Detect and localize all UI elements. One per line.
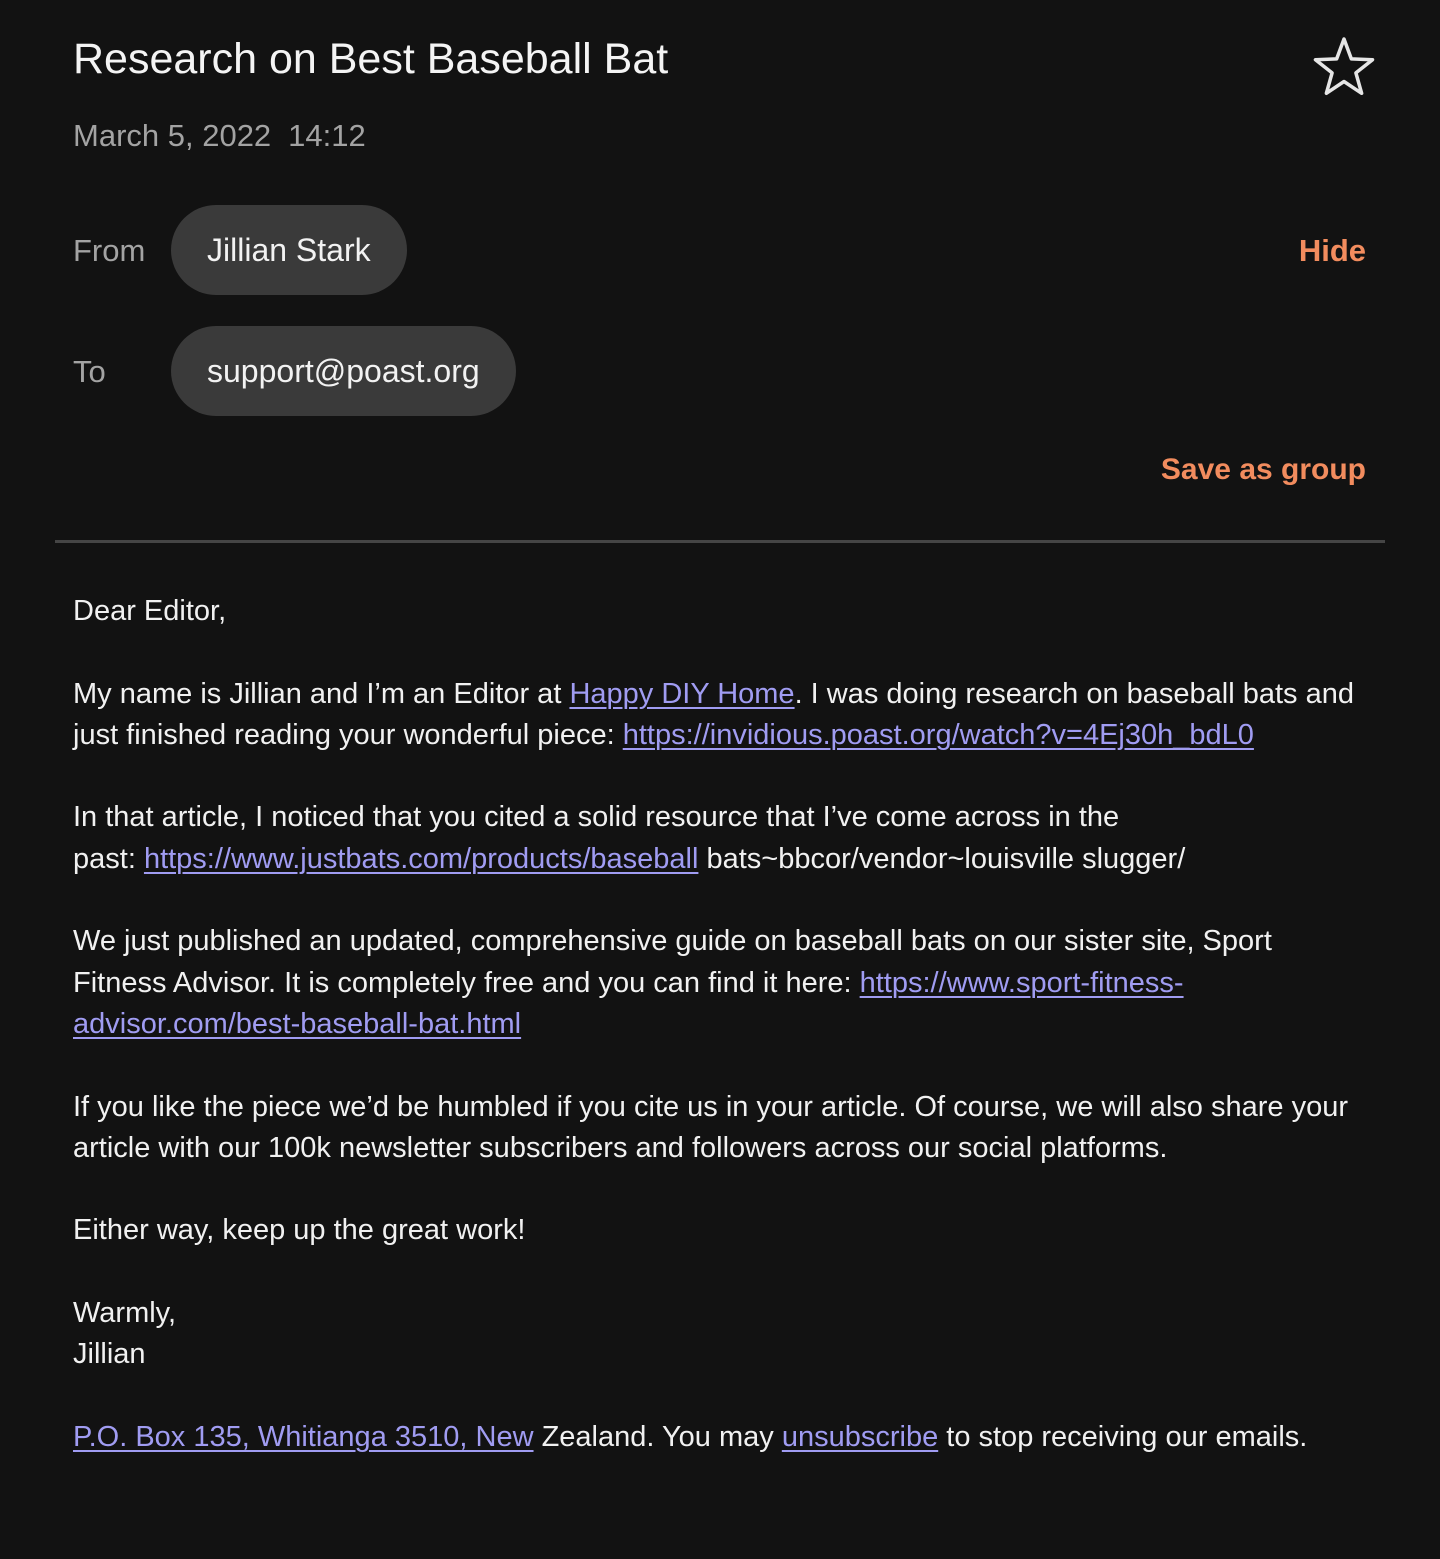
body-line xyxy=(73,921,1413,962)
body-paragraph xyxy=(73,921,1413,1045)
sender-chip[interactable]: Jillian Stark xyxy=(171,205,407,295)
email-datetime xyxy=(73,116,366,156)
to-label: To xyxy=(73,354,106,389)
body-line xyxy=(73,591,1413,632)
body-text: Either way, keep up the great work! xyxy=(73,1214,526,1247)
sport-fitness-link[interactable]: advisor.com/best-baseball-bat.html xyxy=(73,1007,522,1040)
footer-text: Zealand. You may xyxy=(533,1420,782,1453)
justbats-link[interactable]: https://www.justbats.com/products/baseball xyxy=(143,842,699,875)
save-as-group-button[interactable]: Save as group xyxy=(1161,450,1366,490)
signature-name-text: Jillian xyxy=(73,1338,146,1371)
email-time: 14:12 xyxy=(288,118,366,153)
body-text: past: xyxy=(73,842,144,875)
body-paragraph xyxy=(73,591,1413,632)
body-line xyxy=(73,1004,1413,1045)
body-text: We just published an updated, comprehensive guide on baseball bats on our sister site, Sport xyxy=(73,925,1272,958)
body-line xyxy=(73,1210,1413,1251)
body-paragraph xyxy=(73,797,1413,880)
body-line xyxy=(73,674,1413,715)
footer-text: to stop receiving our emails. xyxy=(938,1420,1308,1453)
body-text: just finished reading your wonderful piece: xyxy=(73,718,623,751)
body-text: Fitness Advisor. It is completely free and you can find it here: xyxy=(73,966,860,999)
email-subject: Research on Best Baseball Bat xyxy=(73,35,669,83)
greeting-text: Dear Editor, xyxy=(73,595,227,627)
address-link[interactable]: P.O. Box 135, Whitianga 3510, New xyxy=(73,1420,534,1453)
body-text: article with our 100k newsletter subscribers and followers across our social platforms. xyxy=(73,1131,1168,1164)
body-paragraph xyxy=(73,674,1413,757)
email-footer xyxy=(73,1417,1413,1458)
body-paragraph xyxy=(73,1087,1413,1170)
body-paragraph xyxy=(73,1210,1413,1251)
signature-name xyxy=(73,1334,1413,1375)
happy-diy-home-link[interactable]: Happy DIY Home xyxy=(569,677,795,710)
hide-details-button[interactable]: Hide xyxy=(1299,231,1366,271)
unsubscribe-link[interactable]: unsubscribe xyxy=(781,1420,939,1453)
sign-off xyxy=(73,1293,1413,1334)
email-body xyxy=(73,591,1413,1458)
header-divider xyxy=(55,540,1385,543)
recipient-chip[interactable]: support@poast.org xyxy=(171,326,516,416)
email-date: March 5, 2022 xyxy=(73,118,272,153)
star-button[interactable] xyxy=(1311,34,1377,100)
body-text: My name is Jillian and I’m an Editor at xyxy=(73,677,570,710)
body-line xyxy=(73,963,1413,1004)
body-line xyxy=(73,1128,1413,1169)
body-line xyxy=(73,1087,1413,1128)
star-outline-icon xyxy=(1311,34,1377,100)
invidious-link[interactable]: https://invidious.poast.org/watch?v=4Ej30h_bdL0 xyxy=(622,718,1254,751)
body-line xyxy=(73,839,1413,880)
body-text: bats~bbcor/vendor~louisville slugger/ xyxy=(698,842,1186,875)
from-label: From xyxy=(73,233,146,268)
signature xyxy=(73,1293,1413,1376)
body-line xyxy=(73,715,1413,756)
body-text: If you like the piece we’d be humbled if you cite us in your article. Of course, we will also share your xyxy=(73,1090,1348,1123)
sign-off-text: Warmly, xyxy=(73,1297,177,1330)
body-text: In that article, I noticed that you cited a solid resource that I’ve come across in the xyxy=(73,801,1120,834)
body-line xyxy=(73,797,1413,838)
body-text: . I was doing research on baseball bats and xyxy=(794,677,1354,710)
sport-fitness-link[interactable]: https://www.sport-fitness- xyxy=(859,966,1184,999)
